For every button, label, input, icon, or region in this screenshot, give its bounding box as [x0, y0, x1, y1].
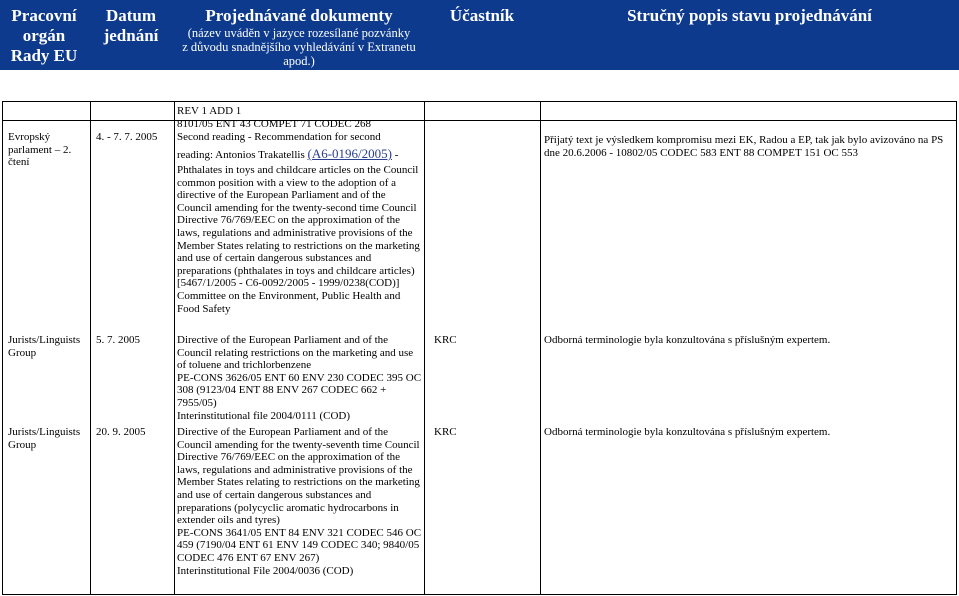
header-col-participant-label: Účastník	[449, 6, 515, 25]
header-col-organ-line1: Pracovní	[11, 6, 77, 25]
header-col-documents-title: Projednávané dokumenty	[205, 6, 393, 25]
row2-participant: KRC	[434, 334, 457, 346]
column-divider	[540, 101, 541, 595]
row2-body: Jurists/Linguists Group	[8, 334, 81, 359]
row2-doc: Directive of the European Parliament and of the Council relating restrictions on the marketing and use of toluene and trichlorbenzene PE-CONS 3626/05 ENT 60 ENV 230 CODEC 395 OC 308 (9123/04 ENT 88 ENV 267 CODEC 662 + 7955/05) Interinstitutional file 2004/0111 (COD)	[177, 334, 422, 422]
row1-doc-top: REV 1 ADD 1 8101/05 ENT 43 COMPET 71 CODEC 268	[177, 105, 371, 130]
header-col-documents	[174, 0, 424, 70]
row1-date: 4. - 7. 7. 2005	[96, 131, 158, 143]
row3-body: Jurists/Linguists Group	[8, 426, 81, 451]
document-link[interactable]: (A6-0196/2005)	[307, 146, 392, 161]
header-col-documents-sub2: z důvodu snadnějšího vyhledávání v Extranetu	[182, 40, 416, 54]
header-col-organ	[0, 0, 88, 70]
row1-doc-line1: Second reading - Recommendation for second	[177, 131, 381, 143]
header-col-date-line1: Datum	[105, 6, 157, 25]
row1-doc-pre: reading: Antonios Trakatellis	[177, 149, 308, 161]
data-table	[2, 101, 957, 595]
row3-doc: Directive of the European Parliament and of the Council amending for the twenty-seventh time Council Directive 76/769/EEC on the approximation of the laws, regulations and administrative provisions of the Member States relating to restrictions on the marketing and use of certain dangerous substances and preparations (polycyclic aromatic hydrocarbons in extender oils and tyres) PE-CONS 3641/05 ENT 84 ENV 321 CODEC 546 OC 459 (7190/04 ENT 61 ENV 149 CODEC 340; 9840/05 CODEC 476 ENT 67 ENV 267) Interinstitutional File 2004/0036 (COD)	[177, 426, 422, 577]
row3-date: 20. 9. 2005	[96, 426, 146, 438]
row1-body: Evropský parlament – 2. čtení	[8, 131, 72, 169]
row2-status: Odborná terminologie byla konzultována s příslušným expertem.	[544, 334, 831, 346]
header-col-organ-line2: orgán	[22, 26, 66, 45]
header-col-status	[540, 0, 959, 70]
row2-date: 5. 7. 2005	[96, 334, 140, 346]
header-col-date-line2: jednání	[103, 26, 159, 45]
header-col-documents-sub1: (název uváděn v jazyce rozesílané pozvánky	[187, 26, 411, 40]
header-col-documents-sub3: apod.)	[283, 54, 315, 68]
table-header	[0, 0, 959, 70]
row1-doc-post: -	[391, 149, 399, 161]
header-col-organ-line3: Rady EU	[10, 46, 78, 65]
table-divider	[2, 120, 957, 121]
column-divider	[424, 101, 425, 595]
column-divider	[90, 101, 91, 595]
row1-status: Přijatý text je výsledkem kompromisu mezi EK, Radou a EP, tak jak bylo avizováno na PS dne 20.6.2006 - 10802/05 CODEC 583 ENT 88 COMPET 151 OC 553	[544, 134, 944, 159]
header-col-date	[88, 0, 174, 70]
row3-participant: KRC	[434, 426, 457, 438]
column-divider	[174, 101, 175, 595]
row3-status: Odborná terminologie byla konzultována s příslušným expertem.	[544, 426, 831, 438]
row1-doc-body: Phthalates in toys and childcare articles on the Council common position with a view to the adoption of a directive of the European Parliament and of the Council amending for the twenty-second time Council Directive 76/769/EEC on the approximation of the laws, regulations and administrative provisions of the Member States relating to restrictions on the marketing and use of certain dangerous substances and preparations (phthalates in toys and childcare articles) [5467/1/2005 - C6-0092/2005 - 1999/0238(COD)] Committee on the Environment, Public Health and Food Safety	[177, 164, 420, 315]
row1-doc-line2	[177, 146, 422, 163]
header-col-status-label: Stručný popis stavu projednávání	[627, 6, 872, 25]
header-col-participant	[424, 0, 540, 70]
